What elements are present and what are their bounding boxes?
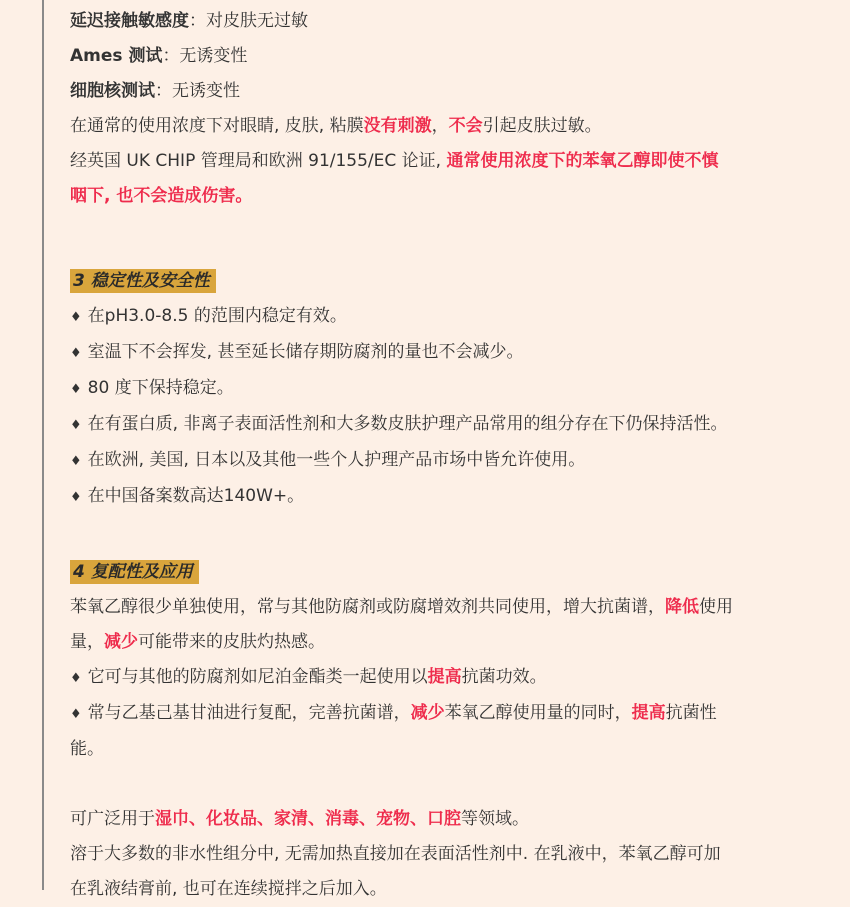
section4-paragraph-line1 <box>70 590 812 625</box>
list-item <box>70 371 812 407</box>
left-border-line <box>42 0 44 890</box>
text: 在通常的使用浓度下对眼睛, 皮肤, 粘膜 <box>70 116 364 136</box>
safety-line-irritation <box>70 109 812 144</box>
list-item-text: 在有蛋白质, 非离子表面活性剂和大多数皮肤护理产品常用的组分存在下仍保持活性。 <box>87 414 728 434</box>
text: 量， <box>70 632 104 652</box>
list-item <box>70 660 812 696</box>
highlight: 没有刺激 <box>363 116 432 136</box>
text: ， <box>431 116 449 136</box>
safety-line-uk-chip-cont <box>70 179 812 214</box>
text: 可能带来的皮肤灼热感。 <box>138 632 325 652</box>
text: 等领域。 <box>461 809 529 829</box>
safety-line-ames <box>70 39 812 74</box>
diamond-bullet-icon: ♦ <box>70 310 82 325</box>
section3-heading-row <box>70 264 812 299</box>
text: 使用 <box>699 597 733 617</box>
label: Ames 测试 <box>70 46 163 66</box>
text: 苯氧乙醇很少单独使用，常与其他防腐剂或防腐增效剂共同使用，增大抗菌谱， <box>70 597 665 617</box>
list-item-cont <box>70 732 812 767</box>
list-item-text: 在pH3.0-8.5 的范围内稳定有效。 <box>87 306 347 326</box>
list-item <box>70 335 812 371</box>
list-item <box>70 479 812 515</box>
text: 抗菌性 <box>665 703 717 723</box>
section4-paragraph-line2 <box>70 625 812 660</box>
list-item-text: 室温下不会挥发, 甚至延长储存期防腐剂的量也不会减少。 <box>87 342 524 362</box>
safety-line-micronucleus <box>70 74 812 109</box>
list-item <box>70 407 812 443</box>
safety-line-uk-chip <box>70 144 812 179</box>
text: 苯氧乙醇使用量的同时， <box>444 703 632 723</box>
list-item-text: 在欧洲, 美国, 日本以及其他一些个人护理产品市场中皆允许使用。 <box>87 450 586 470</box>
solubility-line <box>70 837 812 872</box>
highlight: 降低 <box>665 597 699 617</box>
highlight: 不会 <box>448 116 483 136</box>
diamond-bullet-icon: ♦ <box>70 707 82 722</box>
diamond-bullet-icon: ♦ <box>70 454 82 469</box>
highlight: 湿巾、化妆品、家清、消毒、宠物、口腔 <box>155 809 461 829</box>
diamond-bullet-icon: ♦ <box>70 418 82 433</box>
highlight: 通常使用浓度下的苯氧乙醇即使不慎 <box>446 151 719 171</box>
usage-line <box>70 802 812 837</box>
text: 能。 <box>70 739 104 759</box>
list-item-text: 在中国备案数高达140W+。 <box>87 486 305 506</box>
diamond-bullet-icon: ♦ <box>70 346 82 361</box>
label: 延迟接触敏感度 <box>70 11 189 31</box>
text: 它可与其他的防腐剂如尼泊金酯类一起使用以 <box>87 667 428 687</box>
safety-line-sensitization <box>70 4 812 39</box>
label: 细胞核测试 <box>70 81 155 101</box>
value: ：对皮肤无过敏 <box>189 11 308 31</box>
section4-heading: 4 复配性及应用 <box>70 560 199 584</box>
section3-heading: 3 稳定性及安全性 <box>70 269 216 293</box>
value: ：无诱变性 <box>162 46 248 66</box>
list-item <box>70 696 812 732</box>
list-item-text: 80 度下保持稳定。 <box>87 378 234 398</box>
highlight: 提高 <box>427 667 462 687</box>
list-item <box>70 299 812 335</box>
text: 在乳液结膏前, 也可在连续搅拌之后加入。 <box>70 879 387 899</box>
highlight: 减少 <box>410 703 445 723</box>
article-body <box>70 0 812 907</box>
text: 可广泛用于 <box>70 809 155 829</box>
text: 常与乙基己基甘油进行复配，完善抗菌谱， <box>87 703 411 723</box>
diamond-bullet-icon: ♦ <box>70 671 82 686</box>
diamond-bullet-icon: ♦ <box>70 382 82 397</box>
highlight: 减少 <box>104 632 138 652</box>
list-item <box>70 443 812 479</box>
text: 抗菌功效。 <box>461 667 547 687</box>
text: 引起皮肤过敏。 <box>482 116 602 136</box>
section4-heading-row <box>70 555 812 590</box>
diamond-bullet-icon: ♦ <box>70 490 82 505</box>
highlight: 提高 <box>631 703 666 723</box>
value: ：无诱变性 <box>155 81 240 101</box>
highlight: 咽下, 也不会造成伤害。 <box>70 186 253 206</box>
text: 经英国 UK CHIP 管理局和欧洲 91/155/EC 论证, <box>70 151 447 171</box>
text: 溶于大多数的非水性组分中, 无需加热直接加在表面活性剂中. 在乳液中，苯氧乙醇可加 <box>70 844 721 864</box>
